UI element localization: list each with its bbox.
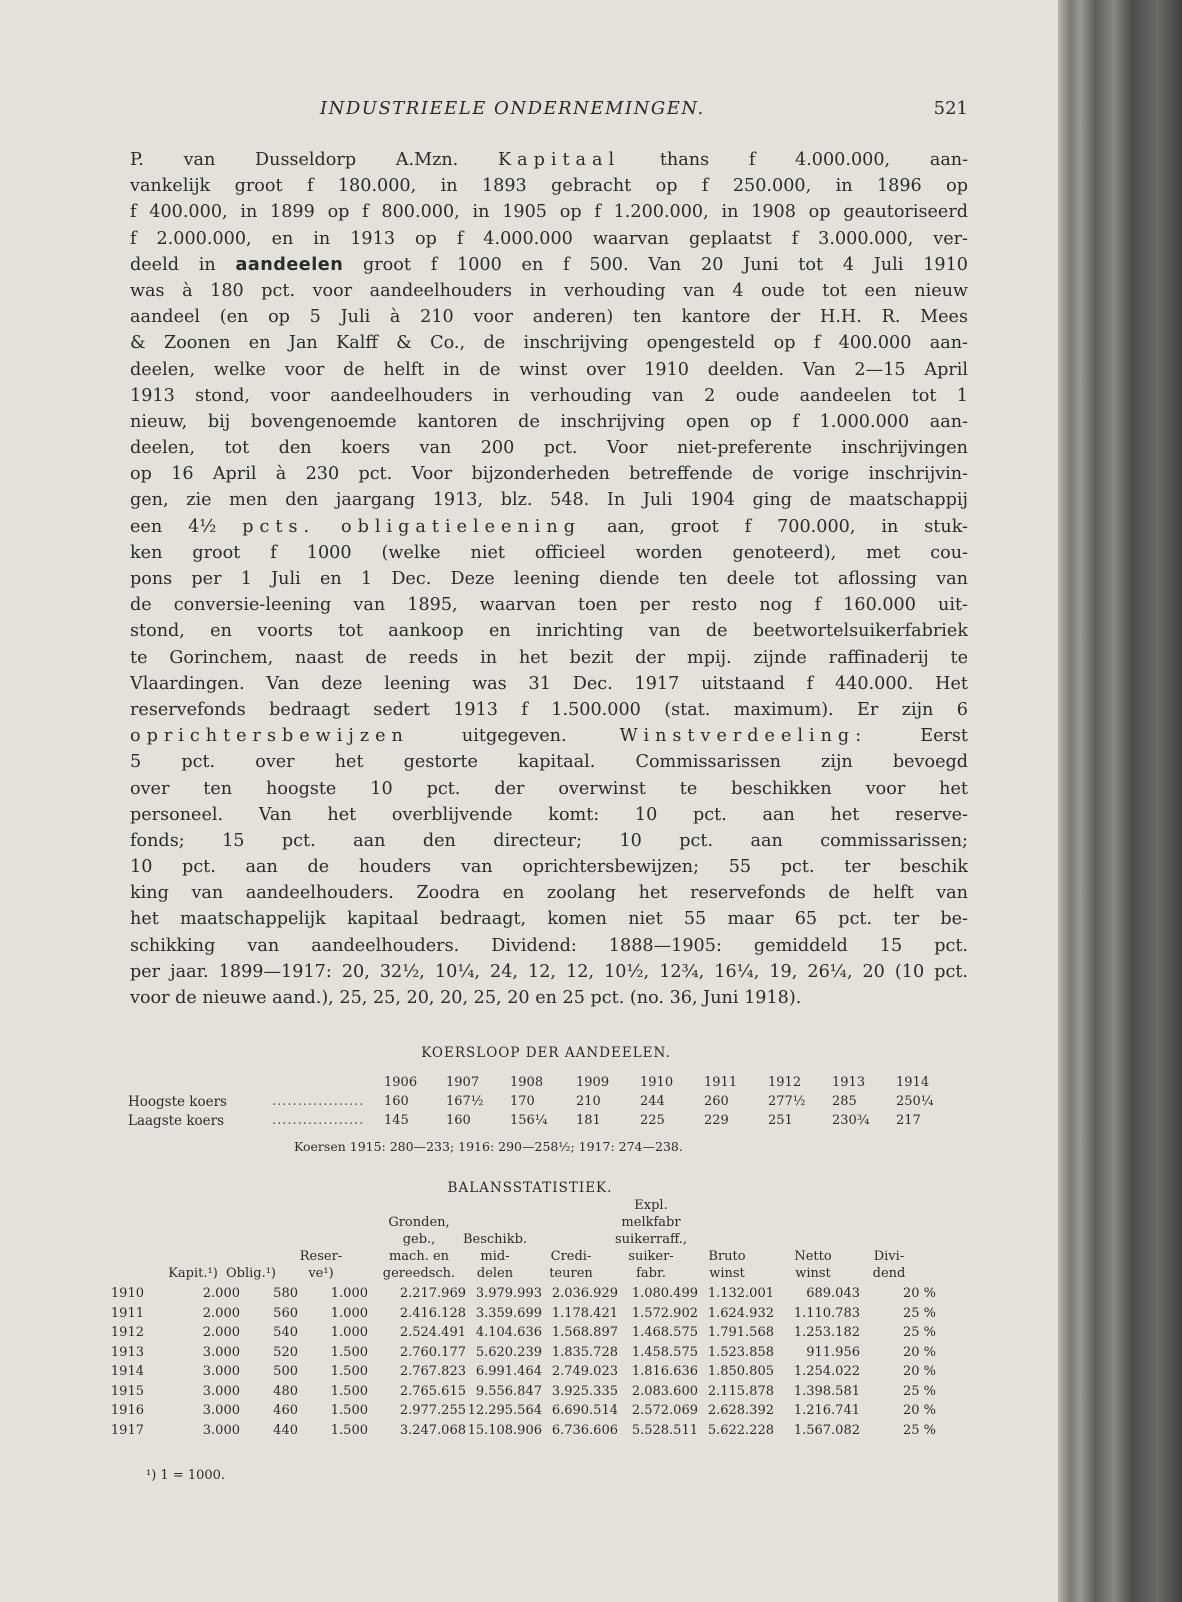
text-line: deelen, tot den koers van 200 pct. Voor niet-preferente inschrijvingen	[130, 438, 968, 459]
cell-reserve: 1.500	[330, 1422, 368, 1438]
cell-year: 1910	[110, 1286, 144, 1301]
cell-reserve: 1.500	[330, 1403, 368, 1418]
koersen-note: Koersen 1915: 280—233; 1916: 290—258½; 1917: 274—238.	[294, 1139, 683, 1154]
cell-bruto: 1.850.805	[707, 1364, 774, 1379]
cell-oblig: 540	[273, 1325, 298, 1340]
cell-gronden: 2.977.255	[399, 1403, 466, 1418]
cell-reserve: 1.000	[330, 1325, 368, 1340]
cell-kapit: 3.000	[202, 1383, 240, 1399]
emphasis-pcts: pcts.	[242, 516, 316, 537]
koers-value: 260	[704, 1094, 729, 1109]
text-line: f 400.000, in 1899 op f 800.000, in 1905 op f 1.200.000, in 1908 op geautoriseerd	[130, 202, 968, 223]
cell-crediteuren: 3.925.335	[551, 1383, 618, 1399]
cell-beschikb: 9.556.847	[475, 1383, 542, 1399]
cell-dividend: 20 %	[902, 1286, 936, 1301]
table-row	[110, 1325, 970, 1344]
koersloop-title: KOERSLOOP DER AANDEELEN.	[421, 1045, 671, 1061]
cell-reserve: 1.500	[330, 1364, 368, 1379]
cell-expl: 2.572.069	[631, 1403, 698, 1418]
cell-crediteuren: 2.036.929	[551, 1286, 618, 1301]
cell-expl: 1.572.902	[631, 1305, 698, 1321]
row-label-hoogste: Hoogste koers	[128, 1094, 227, 1110]
cell-bruto: 1.132.001	[707, 1286, 774, 1301]
text-line: P. van Dusseldorp A.Mzn. Kapitaal thans f 4.000.000, aan-	[130, 150, 968, 170]
cell-beschikb: 12.295.564	[467, 1403, 542, 1418]
cell-reserve: 1.000	[330, 1286, 368, 1301]
text-line: fonds; 15 pct. aan den directeur; 10 pct. aan commissarissen;	[130, 830, 968, 851]
column-header-kapit: Kapit.¹)	[168, 1266, 218, 1281]
cell-kapit: 2.000	[202, 1325, 240, 1340]
year-header: 1908	[510, 1075, 544, 1090]
table-row	[110, 1403, 970, 1422]
page-number: 521	[933, 98, 968, 119]
row-label-laagste: Laagste koers	[128, 1113, 225, 1129]
koers-value: 160	[446, 1113, 471, 1128]
column-header-dividend: Divi- dend	[872, 1249, 906, 1281]
koers-value: 277½	[768, 1094, 806, 1109]
cell-netto: 1.253.182	[793, 1325, 860, 1340]
text-line: ken groot f 1000 (welke niet officieel worden genoteerd), met cou-	[130, 542, 968, 563]
text-line: & Zoonen en Jan Kalff & Co., de inschrijving opengesteld op f 400.000 aan-	[130, 333, 968, 354]
cell-gronden: 2.416.128	[399, 1305, 466, 1321]
cell-crediteuren: 1.835.728	[551, 1344, 618, 1360]
text-line: deeld in aandeelen groot f 1000 en f 500. Van 20 Juni tot 4 Juli 1910	[130, 254, 968, 275]
cell-year: 1911	[110, 1305, 144, 1321]
cell-gronden: 2.760.177	[399, 1344, 466, 1360]
cell-beschikb: 4.104.636	[475, 1325, 542, 1340]
running-title: INDUSTRIEELE ONDERNEMINGEN.	[320, 98, 705, 119]
footnote: ¹) 1 = 1000.	[146, 1468, 226, 1483]
text-line: over ten hoogste 10 pct. der overwinst te beschikken voor het	[130, 778, 968, 799]
cell-gronden: 3.247.068	[399, 1422, 466, 1438]
cell-oblig: 580	[273, 1286, 298, 1301]
table-row	[110, 1423, 970, 1442]
cell-bruto: 2.115.878	[707, 1383, 774, 1399]
cell-reserve: 1.500	[330, 1344, 368, 1360]
cell-expl: 5.528.511	[631, 1422, 698, 1438]
cell-oblig: 440	[273, 1422, 298, 1438]
cell-year: 1914	[110, 1364, 144, 1379]
text-line: Vlaardingen. Van deze leening was 31 Dec. 1917 uitstaand f 440.000. Het	[130, 673, 968, 694]
koers-value: 167½	[446, 1094, 484, 1109]
cell-dividend: 25 %	[902, 1325, 936, 1340]
koers-value: 181	[576, 1113, 601, 1128]
cell-bruto: 2.628.392	[707, 1403, 774, 1418]
text-line: het maatschappelijk kapitaal bedraagt, komen niet 55 maar 65 pct. ter be-	[130, 909, 968, 930]
text-line: gen, zie men den jaargang 1913, blz. 548. In Juli 1904 ging de maatschappij	[130, 490, 968, 511]
emphasis-winstverdeeling: Winstverdeeling:	[619, 726, 868, 747]
text-line: reservefonds bedraagt sedert 1913 f 1.500.000 (stat. maximum). Er zijn 6	[130, 699, 968, 720]
cell-crediteuren: 1.178.421	[551, 1305, 618, 1321]
column-header-netto: Netto winst	[794, 1249, 832, 1281]
book-spine	[1058, 0, 1182, 1602]
text-line: een 4½ pcts. obligatieleening aan, groot f 700.000, in stuk-	[130, 516, 968, 537]
cell-kapit: 3.000	[202, 1403, 240, 1418]
cell-crediteuren: 6.736.606	[551, 1422, 618, 1438]
cell-beschikb: 6.991.464	[475, 1364, 542, 1379]
koers-value: 251	[768, 1113, 793, 1128]
text-line: personeel. Van het overblijvende komt: 10 pct. aan het reserve-	[130, 804, 968, 825]
cell-bruto: 1.624.932	[707, 1305, 774, 1321]
text-line: voor de nieuwe aand.), 25, 25, 20, 20, 25, 20 en 25 pct. (no. 36, Juni 1918).	[130, 988, 802, 1008]
cell-year: 1913	[110, 1344, 144, 1360]
leader-dots: ..................	[272, 1113, 365, 1128]
koers-value: 230¾	[832, 1113, 870, 1128]
table-row	[110, 1306, 970, 1325]
koers-value: 217	[896, 1113, 921, 1128]
column-header-reserve: Reser- ve¹)	[299, 1249, 343, 1281]
text-line: de conversie-leening van 1895, waarvan toen per resto nog f 160.000 uit-	[130, 595, 968, 616]
cell-kapit: 2.000	[202, 1286, 240, 1301]
cell-netto: 1.216.741	[793, 1403, 860, 1418]
cell-dividend: 25 %	[902, 1422, 936, 1438]
table-row	[110, 1384, 970, 1403]
cell-kapit: 3.000	[202, 1364, 240, 1379]
cell-gronden: 2.524.491	[399, 1325, 466, 1340]
koers-value: 170	[510, 1094, 535, 1109]
cell-dividend: 20 %	[902, 1344, 936, 1360]
text-line: schikking van aandeelhouders. Dividend: 1888—1905: gemiddeld 15 pct.	[130, 935, 968, 956]
text-line: deelen, welke voor de helft in de winst over 1910 deelden. Van 2—15 April	[130, 359, 968, 380]
year-header: 1911	[704, 1075, 738, 1090]
koers-value: 160	[384, 1094, 409, 1109]
year-header: 1910	[640, 1075, 674, 1090]
table-row	[110, 1364, 970, 1383]
cell-netto: 1.110.783	[793, 1305, 860, 1321]
text-line: nieuw, bij bovengenoemde kantoren de inschrijving open op f 1.000.000 aan-	[130, 411, 968, 432]
text-line: was à 180 pct. voor aandeelhouders in verhouding van 4 oude tot een nieuw	[130, 280, 968, 301]
cell-oblig: 500	[273, 1364, 298, 1379]
cell-netto: 911.956	[806, 1344, 860, 1360]
table-row	[110, 1345, 970, 1364]
emphasis-aandeelen: aandeelen	[235, 254, 344, 275]
text-line: per jaar. 1899—1917: 20, 32½, 10¼, 24, 12, 12, 10½, 12¾, 16¼, 19, 26¼, 20 (10 pct.	[130, 961, 968, 982]
cell-year: 1912	[110, 1325, 144, 1340]
year-header: 1914	[896, 1075, 930, 1090]
cell-dividend: 25 %	[902, 1305, 936, 1321]
column-header-crediteuren: Credi- teuren	[549, 1249, 593, 1281]
text-line: king van aandeelhouders. Zoodra en zoolang het reservefonds de helft van	[130, 883, 968, 904]
cell-expl: 1.458.575	[631, 1344, 698, 1360]
cell-year: 1917	[110, 1422, 144, 1438]
text-line: op 16 April à 230 pct. Voor bijzonderheden betreffende de vorige inschrijvin-	[130, 464, 968, 485]
cell-kapit: 2.000	[202, 1305, 240, 1321]
text-line: 5 pct. over het gestorte kapitaal. Commissarissen zijn bevoegd	[130, 752, 968, 773]
cell-oblig: 460	[273, 1403, 298, 1418]
koers-value: 285	[832, 1094, 857, 1109]
cell-beschikb: 3.979.993	[475, 1286, 542, 1301]
column-header-gronden: Gronden, geb., mach. en gereedsch.	[382, 1215, 456, 1281]
cell-netto: 1.254.022	[793, 1364, 860, 1379]
cell-reserve: 1.000	[330, 1305, 368, 1321]
cell-bruto: 1.523.858	[707, 1344, 774, 1360]
cell-netto: 689.043	[806, 1286, 860, 1301]
cell-dividend: 20 %	[902, 1364, 936, 1379]
text-line: f 2.000.000, en in 1913 op f 4.000.000 waarvan geplaatst f 3.000.000, ver-	[130, 228, 968, 249]
text-line: pons per 1 Juli en 1 Dec. Deze leening diende ten deele tot aflossing van	[130, 569, 968, 589]
koers-value: 156¼	[510, 1113, 548, 1128]
emphasis-obligatieleening: obligatieleening	[341, 516, 582, 537]
column-header-bruto: Bruto winst	[708, 1249, 746, 1281]
leader-dots: ..................	[272, 1094, 365, 1109]
cell-crediteuren: 6.690.514	[551, 1403, 618, 1418]
cell-netto: 1.567.082	[793, 1422, 860, 1438]
cell-crediteuren: 2.749.023	[551, 1364, 618, 1379]
text-line: 10 pct. aan de houders van oprichtersbewijzen; 55 pct. ter beschik	[130, 857, 968, 878]
cell-oblig: 560	[273, 1305, 298, 1321]
cell-kapit: 3.000	[202, 1344, 240, 1360]
year-header: 1913	[832, 1075, 866, 1090]
cell-beschikb: 5.620.239	[475, 1344, 542, 1360]
year-header: 1912	[768, 1075, 802, 1090]
cell-expl: 1.080.499	[631, 1286, 698, 1301]
koers-value: 250¼	[896, 1094, 934, 1109]
cell-gronden: 2.767.823	[399, 1364, 466, 1379]
cell-crediteuren: 1.568.897	[551, 1325, 618, 1340]
year-header: 1907	[446, 1075, 480, 1090]
cell-kapit: 3.000	[202, 1422, 240, 1438]
column-header-beschikb: Beschikb. mid- delen	[462, 1232, 528, 1281]
year-header: 1909	[576, 1075, 610, 1090]
cell-beschikb: 15.108.906	[467, 1422, 542, 1438]
koers-value: 225	[640, 1113, 665, 1128]
text-line: vankelijk groot f 180.000, in 1893 gebracht op f 250.000, in 1896 op	[130, 176, 968, 197]
table-row	[110, 1286, 970, 1305]
koers-value: 229	[704, 1113, 729, 1128]
cell-dividend: 25 %	[902, 1383, 936, 1399]
cell-year: 1916	[110, 1403, 144, 1418]
cell-expl: 1.468.575	[631, 1325, 698, 1340]
running-header	[130, 98, 968, 122]
koers-value: 210	[576, 1094, 601, 1109]
cell-year: 1915	[110, 1383, 144, 1399]
cell-bruto: 5.622.228	[707, 1422, 774, 1438]
column-header-oblig: Oblig.¹)	[225, 1266, 277, 1281]
column-header-expl: Expl. melkfabr suikerraff., suiker- fabr.	[615, 1198, 687, 1281]
emphasis-kapitaal: Kapitaal	[497, 150, 621, 170]
cell-oblig: 520	[273, 1344, 298, 1360]
koers-value: 145	[384, 1113, 409, 1128]
cell-dividend: 20 %	[902, 1403, 936, 1418]
cell-expl: 1.816.636	[631, 1364, 698, 1379]
cell-gronden: 2.765.615	[399, 1383, 466, 1399]
year-header: 1906	[384, 1075, 418, 1090]
cell-oblig: 480	[273, 1383, 298, 1399]
cell-beschikb: 3.359.699	[475, 1305, 542, 1321]
emphasis-oprichtersbewijzen: oprichtersbewijzen	[130, 726, 409, 747]
company-paragraph	[130, 147, 968, 1011]
text-line: 1913 stond, voor aandeelhouders in verhouding van 2 oude aandeelen tot 1	[130, 385, 968, 406]
cell-netto: 1.398.581	[793, 1383, 860, 1399]
balans-title: BALANSSTATISTIEK.	[447, 1180, 613, 1196]
cell-expl: 2.083.600	[631, 1383, 698, 1399]
cell-gronden: 2.217.969	[399, 1286, 466, 1301]
text-line: aandeel (en op 5 Juli à 210 voor anderen) ten kantore der H.H. R. Mees	[130, 307, 968, 328]
text-line: te Gorinchem, naast de reeds in het bezit der mpij. zijnde raffinaderij te	[130, 647, 968, 668]
cell-bruto: 1.791.568	[707, 1325, 774, 1340]
text-line: stond, en voorts tot aankoop en inrichting van de beetwortelsuikerfabriek	[130, 621, 968, 642]
text-line: oprichtersbewijzen uitgegeven. Winstverdeeling: Eerst	[130, 726, 968, 747]
cell-reserve: 1.500	[330, 1383, 368, 1399]
koers-value: 244	[640, 1094, 665, 1109]
